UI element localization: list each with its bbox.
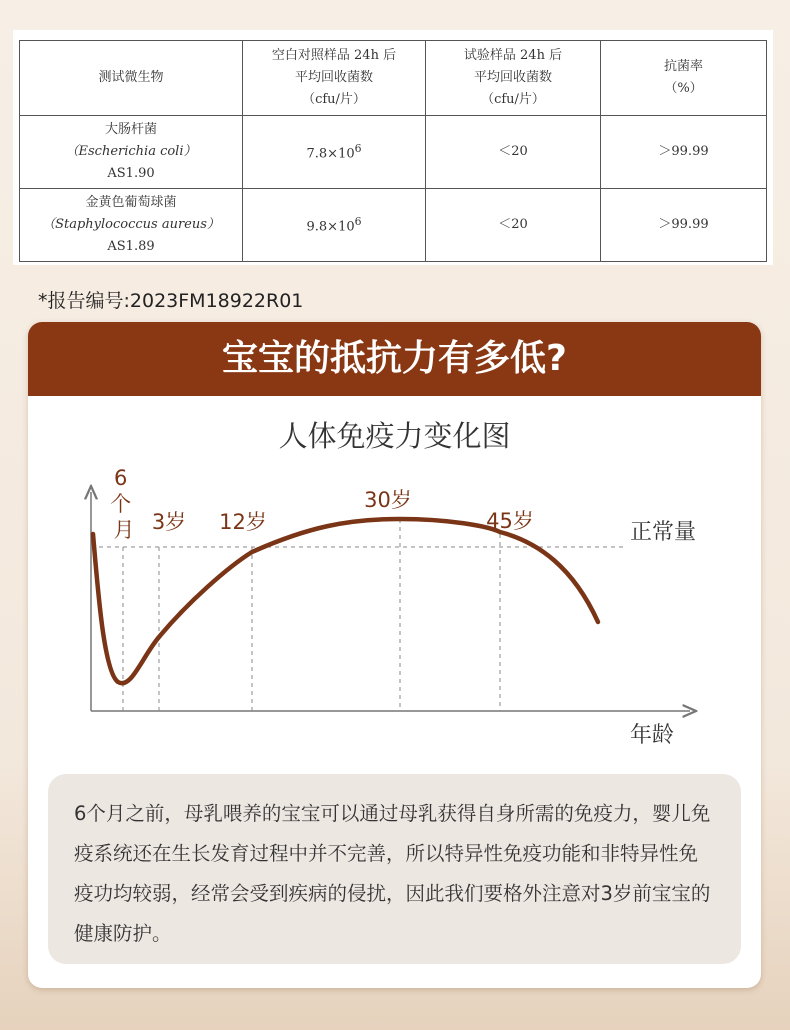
marker-label-12-years: 12岁	[219, 510, 267, 534]
cell-rate: ＞99.99	[601, 189, 767, 262]
cell-test: ＜20	[426, 116, 601, 189]
report-number: *报告编号:2023FM18922R01	[38, 290, 304, 312]
immunity-chart	[28, 322, 761, 772]
info-note	[48, 774, 741, 964]
marker-label-3-years: 3岁	[151, 510, 187, 534]
reference-label: 正常量	[630, 520, 697, 545]
cell-test: ＜20	[426, 189, 601, 262]
note-text: 6个月之前，母乳喂养的宝宝可以通过母乳获得自身所需的免疫力，婴儿免疫系统还在生长发育过程中并不完善，所以特异性免疫功能和非特异性免疫功均较弱，经常会受到疾病的侵扰，因此我们要格外注意对3岁前宝宝的健康防护。	[74, 802, 711, 945]
cell-rate: ＞99.99	[601, 116, 767, 189]
header-microbe: 测试微生物	[20, 41, 243, 116]
test-results-panel	[13, 30, 773, 265]
cell-control: $9.8\times 10^6$	[243, 189, 426, 262]
table-row	[20, 189, 767, 262]
header-control: 空白对照样品 24h 后 平均回收菌数 （cfu/片）	[243, 41, 426, 116]
marker-label-6-months: 6 个 月	[110, 466, 135, 542]
x-axis-label: 年龄	[630, 723, 675, 748]
table-row	[20, 116, 767, 189]
immunity-card	[28, 322, 761, 988]
section-title: 宝宝的抵抗力有多低?	[28, 322, 761, 396]
table-header-row	[20, 41, 767, 116]
marker-label-30-years: 30岁	[364, 488, 412, 512]
cell-microbe: 金黄色葡萄球菌 （Staphylococcus aureus） AS1.89	[20, 189, 243, 262]
cell-control: $7.8\times 10^6$	[243, 116, 426, 189]
immunity-curve	[93, 519, 598, 683]
marker-label-45-years: 45岁	[486, 509, 534, 533]
cell-microbe: 大肠杆菌 （Escherichia coli） AS1.90	[20, 116, 243, 189]
marker-labels	[110, 466, 534, 542]
header-rate: 抗菌率 （%）	[601, 41, 767, 116]
antibacterial-table	[19, 40, 767, 262]
chart-title: 人体免疫力变化图	[278, 419, 511, 453]
header-test-sample: 试验样品 24h 后 平均回收菌数 （cfu/片）	[426, 41, 601, 116]
